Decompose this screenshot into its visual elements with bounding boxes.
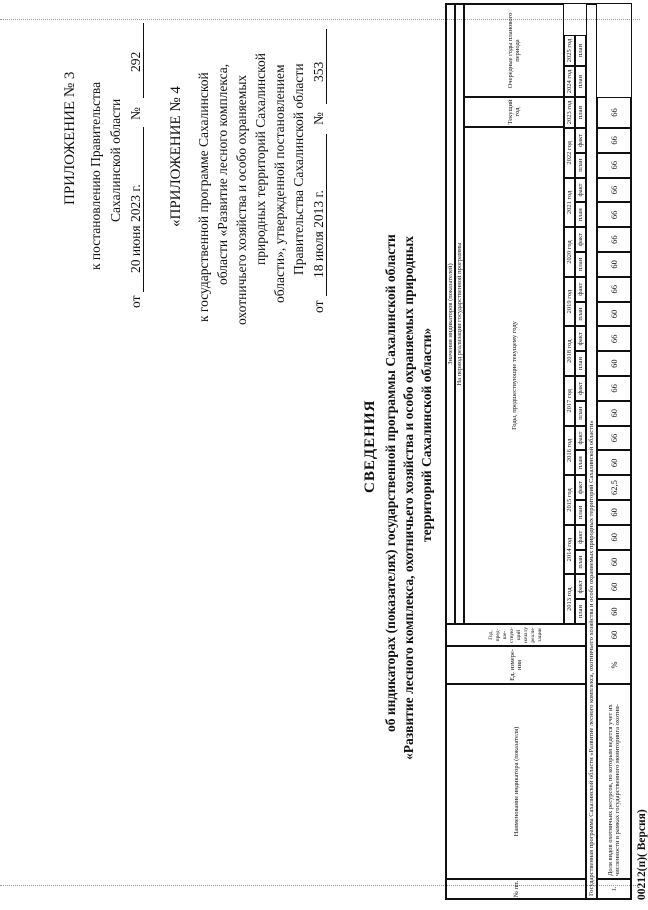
appendix3-number: 292 xyxy=(128,51,143,72)
heading-line2: «Развитие лесного комплекса, охотничьего хозяйства и особо охраняемых природных xyxy=(401,235,416,760)
row-1-value-cell: 60 xyxy=(597,302,631,327)
appendix4-line6: Правительства Сахалинской области xyxy=(291,63,306,275)
year-header: 2024 год xyxy=(564,66,575,97)
appendix4-date: 18 июля 2013 г. xyxy=(311,190,326,278)
row-1-value-cell: 60 xyxy=(597,500,631,525)
fact-header: факт xyxy=(575,475,586,500)
appendix4-line2: области «Развитие лесного комплекса, xyxy=(215,63,230,285)
year-header: 2023 год xyxy=(564,97,575,128)
current-year-header: Текущий год xyxy=(464,97,564,127)
row-1-no: 1. xyxy=(597,879,631,899)
col-year-start-header: Год, пред-ше-ствую-щий началу реали-зации xyxy=(446,624,586,646)
row-1-value-cell: 66 xyxy=(597,326,631,351)
row-1-value-cell: 60 xyxy=(597,450,631,475)
plan-header: план xyxy=(575,599,586,624)
row-1-value-cell: 66 xyxy=(597,426,631,451)
appendix4-from-label: от xyxy=(311,300,326,313)
year-header: 2018 год xyxy=(564,326,575,376)
appendix4-line1: к государственной программе Сахалинской xyxy=(196,72,211,322)
row-1-value-cell: 66 xyxy=(597,128,631,153)
year-header: 2017 год xyxy=(564,376,575,426)
heading-line3: территорий Сахалинской области» xyxy=(419,327,434,542)
plan-header: план xyxy=(575,35,586,66)
values-header: Значения индикаторов (показателей) xyxy=(446,4,455,624)
row-1-name: Доля видов охотничьих ресурсов, по которым ведется учет их численности в рамках государственного мониторинга охотни- xyxy=(597,684,631,879)
appendix4-number-label: № xyxy=(311,112,326,125)
row-1-value-cell: 60 xyxy=(597,624,631,646)
plan-header: план xyxy=(575,153,586,178)
row-1-value-cell: 60 xyxy=(597,599,631,624)
year-header: 2015 год xyxy=(564,475,575,525)
year-header: 2020 год xyxy=(564,227,575,277)
plan-header: план xyxy=(575,302,586,327)
year-header: 2021 год xyxy=(564,178,575,228)
appendix3-date: 20 июня 2023 г. xyxy=(128,184,143,273)
fact-header: факт xyxy=(575,525,586,550)
row-1-value-cell: 60 xyxy=(597,525,631,550)
year-header: 2016 год xyxy=(564,426,575,476)
indicators-table xyxy=(445,3,632,900)
col-unit-header: Ед. измере-ния xyxy=(446,646,586,684)
year-header: 2013 год xyxy=(564,574,575,624)
fact-header: факт xyxy=(575,277,586,302)
fact-header: факт xyxy=(575,227,586,252)
row-1-value-cell: 60 xyxy=(597,550,631,575)
heading-line1: об индикаторах (показателях) государственной программы Сахалинской области xyxy=(383,234,398,732)
plan-header: план xyxy=(575,97,586,128)
row-1-value-cell: 60 xyxy=(597,401,631,426)
col-no-header: № пп. xyxy=(446,879,586,899)
period-header: На период реализации государственной программы xyxy=(455,4,464,624)
year-header: 2019 год xyxy=(564,277,575,327)
appendix4-line3: охотничьего хозяйства и особо охраняемых xyxy=(234,74,249,325)
appendix3-title: ПРИЛОЖЕНИЕ № 3 xyxy=(62,71,78,205)
appendix4-number: 353 xyxy=(311,61,326,82)
planning-period-header: Очередные годы планового периода xyxy=(464,4,564,97)
row-1-value-cell: 66 xyxy=(597,202,631,227)
row-1-value-cell: 60 xyxy=(597,351,631,376)
fact-header: факт xyxy=(575,574,586,599)
appendix3-from-label: от xyxy=(128,295,143,308)
fact-header: факт xyxy=(575,178,586,203)
document-heading: СВЕДЕНИЯ xyxy=(362,399,378,493)
row-1-value-cell: 66 xyxy=(597,153,631,178)
plan-header: план xyxy=(575,550,586,575)
year-header: 2025 год xyxy=(564,35,575,66)
prior-years-header: Годы, предшествующие текущему году xyxy=(464,127,564,624)
plan-header: план xyxy=(575,66,586,97)
row-1-value-cell: 60 xyxy=(597,574,631,599)
program-row: Государственная программа Сахалинской области «Развитие лесного комплекса, охотничьего хозяйства и особо охраняемых природных территорий Сахалинской области» xyxy=(586,4,597,899)
row-1-value-cell: 60 xyxy=(597,252,631,277)
fact-header: факт xyxy=(575,376,586,401)
row-1-value-cell: 66 xyxy=(597,277,631,302)
appendix3-line1: к постановлению Правительства xyxy=(88,81,103,270)
row-1-value-cell: 62,5 xyxy=(597,475,631,500)
appendix3-number-label: № xyxy=(128,107,143,120)
col-name-header: Наименование индикатора (показателя) xyxy=(446,684,586,879)
appendix4-title: «ПРИЛОЖЕНИЕ № 4 xyxy=(168,86,184,227)
fact-header: факт xyxy=(575,326,586,351)
year-header: 2014 год xyxy=(564,525,575,575)
plan-header: план xyxy=(575,401,586,426)
appendix4-line4: природных территорий Сахалинской xyxy=(253,53,268,265)
row-1-unit: % xyxy=(597,646,631,684)
appendix3-line2: Сахалинской области xyxy=(108,98,123,222)
row-1-value-cell: 66 xyxy=(597,376,631,401)
row-1-value-cell: 66 xyxy=(597,227,631,252)
plan-header: план xyxy=(575,252,586,277)
appendix4-line5: области», утвержденной постановлением xyxy=(272,64,287,303)
fact-header: факт xyxy=(575,128,586,153)
plan-header: план xyxy=(575,450,586,475)
plan-header: план xyxy=(575,500,586,525)
document-footer: 00212(п)( Версия) xyxy=(636,809,648,900)
row-1-value-cell: 66 xyxy=(597,178,631,203)
plan-header: план xyxy=(575,351,586,376)
row-1-value-cell: 66 xyxy=(597,97,631,128)
plan-header: план xyxy=(575,202,586,227)
year-header: 2022 год xyxy=(564,128,575,178)
fact-header: факт xyxy=(575,426,586,451)
